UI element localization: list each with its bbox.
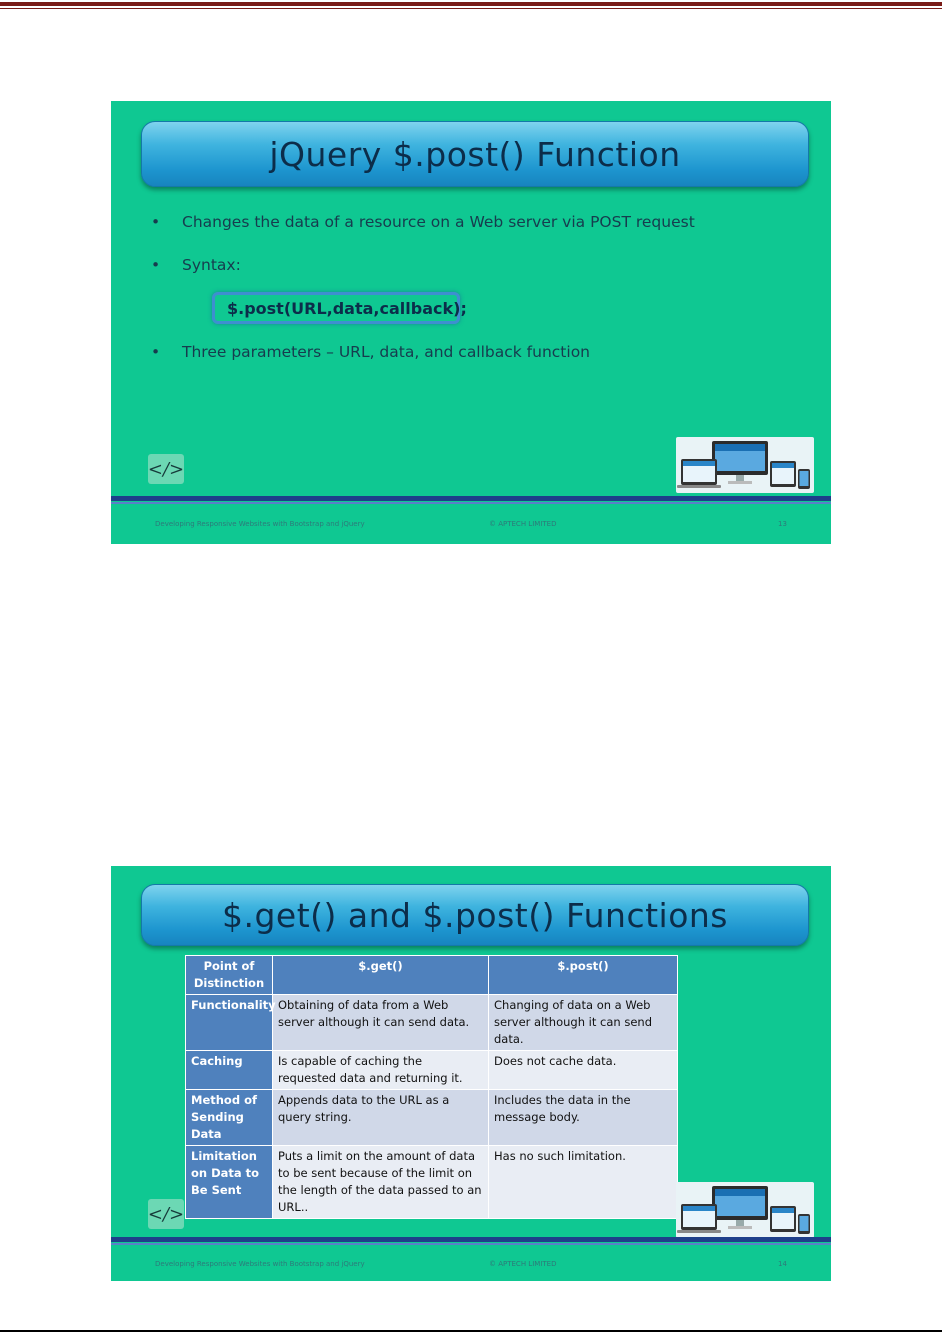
table-row-header: Functionality	[186, 995, 273, 1051]
slide-title: $.get() and $.post() Functions	[221, 895, 729, 935]
table-cell: Changing of data on a Web server although it can send data.	[489, 995, 678, 1051]
footer-course-title: Developing Responsive Websites with Bootstrap and jQuery	[155, 1260, 365, 1268]
table-row	[186, 1051, 678, 1090]
page-bottom-rule	[0, 1330, 942, 1332]
table-row-header: Limitation on Data to Be Sent	[186, 1146, 273, 1219]
bullet-dot: •	[151, 256, 161, 274]
bullet-text: Syntax:	[182, 256, 241, 274]
slide-13	[111, 101, 831, 544]
slide-14	[111, 866, 831, 1281]
slide-title: jQuery $.post() Function	[269, 134, 681, 174]
bullet-dot: •	[151, 213, 161, 231]
code-tag-glyph: </>	[147, 1203, 185, 1225]
table-row-header: Method of Sending Data	[186, 1090, 273, 1146]
slide-title-box	[141, 121, 809, 187]
table-cell: Puts a limit on the amount of data to be sent because of the limit on the length of the data passed to an URL..	[273, 1146, 489, 1219]
responsive-devices-icon	[676, 437, 814, 493]
footer-page-number: 14	[778, 1260, 787, 1268]
footer-course-title: Developing Responsive Websites with Bootstrap and jQuery	[155, 520, 365, 528]
syntax-code: $.post(URL,data,callback);	[227, 298, 467, 318]
bullet-text: Changes the data of a resource on a Web server via POST request	[182, 213, 695, 231]
table-header-cell: $.get()	[273, 956, 489, 995]
page-top-rule	[0, 0, 942, 12]
footer-bar	[111, 1237, 831, 1242]
bullet-dot: •	[151, 343, 161, 361]
table-cell: Obtaining of data from a Web server although it can send data.	[273, 995, 489, 1051]
table-row	[186, 995, 678, 1051]
footer-bar	[111, 496, 831, 501]
bullet-text: Three parameters – URL, data, and callback function	[182, 343, 591, 361]
table-header-cell: $.post()	[489, 956, 678, 995]
footer-copyright: © APTECH LIMITED	[489, 1260, 557, 1268]
table-row	[186, 1146, 678, 1219]
syntax-code-box	[212, 292, 467, 324]
table-cell: Appends data to the URL as a query string.	[273, 1090, 489, 1146]
code-tag-icon	[148, 454, 184, 484]
table-header-cell: Point of Distinction	[186, 956, 273, 995]
footer-bar-accent	[111, 1243, 831, 1245]
table-cell: Does not cache data.	[489, 1051, 678, 1090]
table-row-header: Caching	[186, 1051, 273, 1090]
code-tag-icon	[148, 1199, 184, 1229]
footer-bar-accent	[111, 502, 831, 504]
table-cell: Includes the data in the message body.	[489, 1090, 678, 1146]
table-cell: Is capable of caching the requested data and returning it.	[273, 1051, 489, 1090]
responsive-devices-icon	[676, 1182, 814, 1238]
footer-page-number: 13	[778, 520, 787, 528]
code-tag-glyph: </>	[147, 458, 185, 480]
footer-copyright: © APTECH LIMITED	[489, 520, 557, 528]
slide-title-box	[141, 884, 809, 946]
table-cell: Has no such limitation.	[489, 1146, 678, 1219]
table-row	[186, 1090, 678, 1146]
table-header-row	[186, 956, 678, 995]
comparison-table	[185, 955, 678, 1219]
